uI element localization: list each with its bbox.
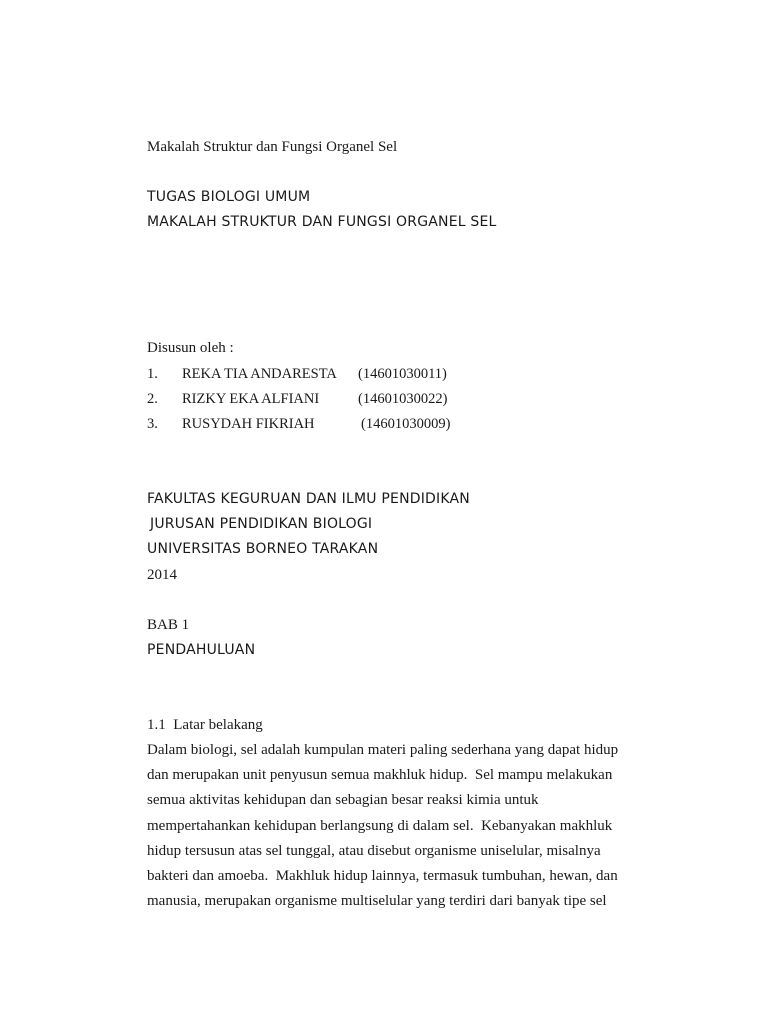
- paragraph-line: Dalam biologi, sel adalah kumpulan materi paling sederhana yang dapat hidup: [147, 742, 619, 758]
- paragraph-line: semua aktivitas kehidupan dan sebagian besar reaksi kimia untuk: [147, 792, 539, 808]
- paragraph-line: mempertahankan kehidupan berlangsung di dalam sel. Kebanyakan makhluk: [147, 818, 613, 834]
- member-name: RUSYDAH FIKRIAH: [182, 416, 315, 432]
- paper-title: MAKALAH STRUKTUR DAN FUNGSI ORGANEL SEL: [147, 214, 497, 230]
- member-nim: (14601030022): [358, 391, 448, 407]
- member-number: 2.: [147, 391, 158, 407]
- university-name: UNIVERSITAS BORNEO TARAKAN: [147, 541, 379, 557]
- paragraph-line: manusia, merupakan organisme multiselular yang terdiri dari banyak tipe sel: [147, 893, 607, 909]
- member-name: REKA TIA ANDARESTA: [182, 366, 337, 382]
- section-heading: 1.1 Latar belakang: [147, 717, 263, 733]
- member-nim: (14601030009): [361, 416, 451, 432]
- member-name: RIZKY EKA ALFIANI: [182, 391, 320, 407]
- department-name: JURUSAN PENDIDIKAN BIOLOGI: [150, 516, 373, 532]
- member-nim: (14601030011): [358, 366, 447, 382]
- member-number: 3.: [147, 416, 158, 432]
- member-number: 1.: [147, 366, 158, 382]
- course-heading: TUGAS BIOLOGI UMUM: [147, 189, 311, 205]
- authored-by-label: Disusun oleh :: [147, 340, 234, 356]
- paragraph-line: dan merupakan unit penyusun semua makhluk hidup. Sel mampu melakukan: [147, 767, 613, 783]
- chapter-number: BAB 1: [147, 617, 190, 633]
- paragraph-line: bakteri dan amoeba. Makhluk hidup lainnya, termasuk tumbuhan, hewan, dan: [147, 868, 618, 884]
- document-title: Makalah Struktur dan Fungsi Organel Sel: [147, 139, 398, 155]
- year: 2014: [147, 567, 177, 583]
- faculty-name: FAKULTAS KEGURUAN DAN ILMU PENDIDIKAN: [147, 491, 470, 507]
- paragraph-line: hidup tersusun atas sel tunggal, atau disebut organisme uniselular, misalnya: [147, 843, 601, 859]
- chapter-title: PENDAHULUAN: [147, 642, 256, 658]
